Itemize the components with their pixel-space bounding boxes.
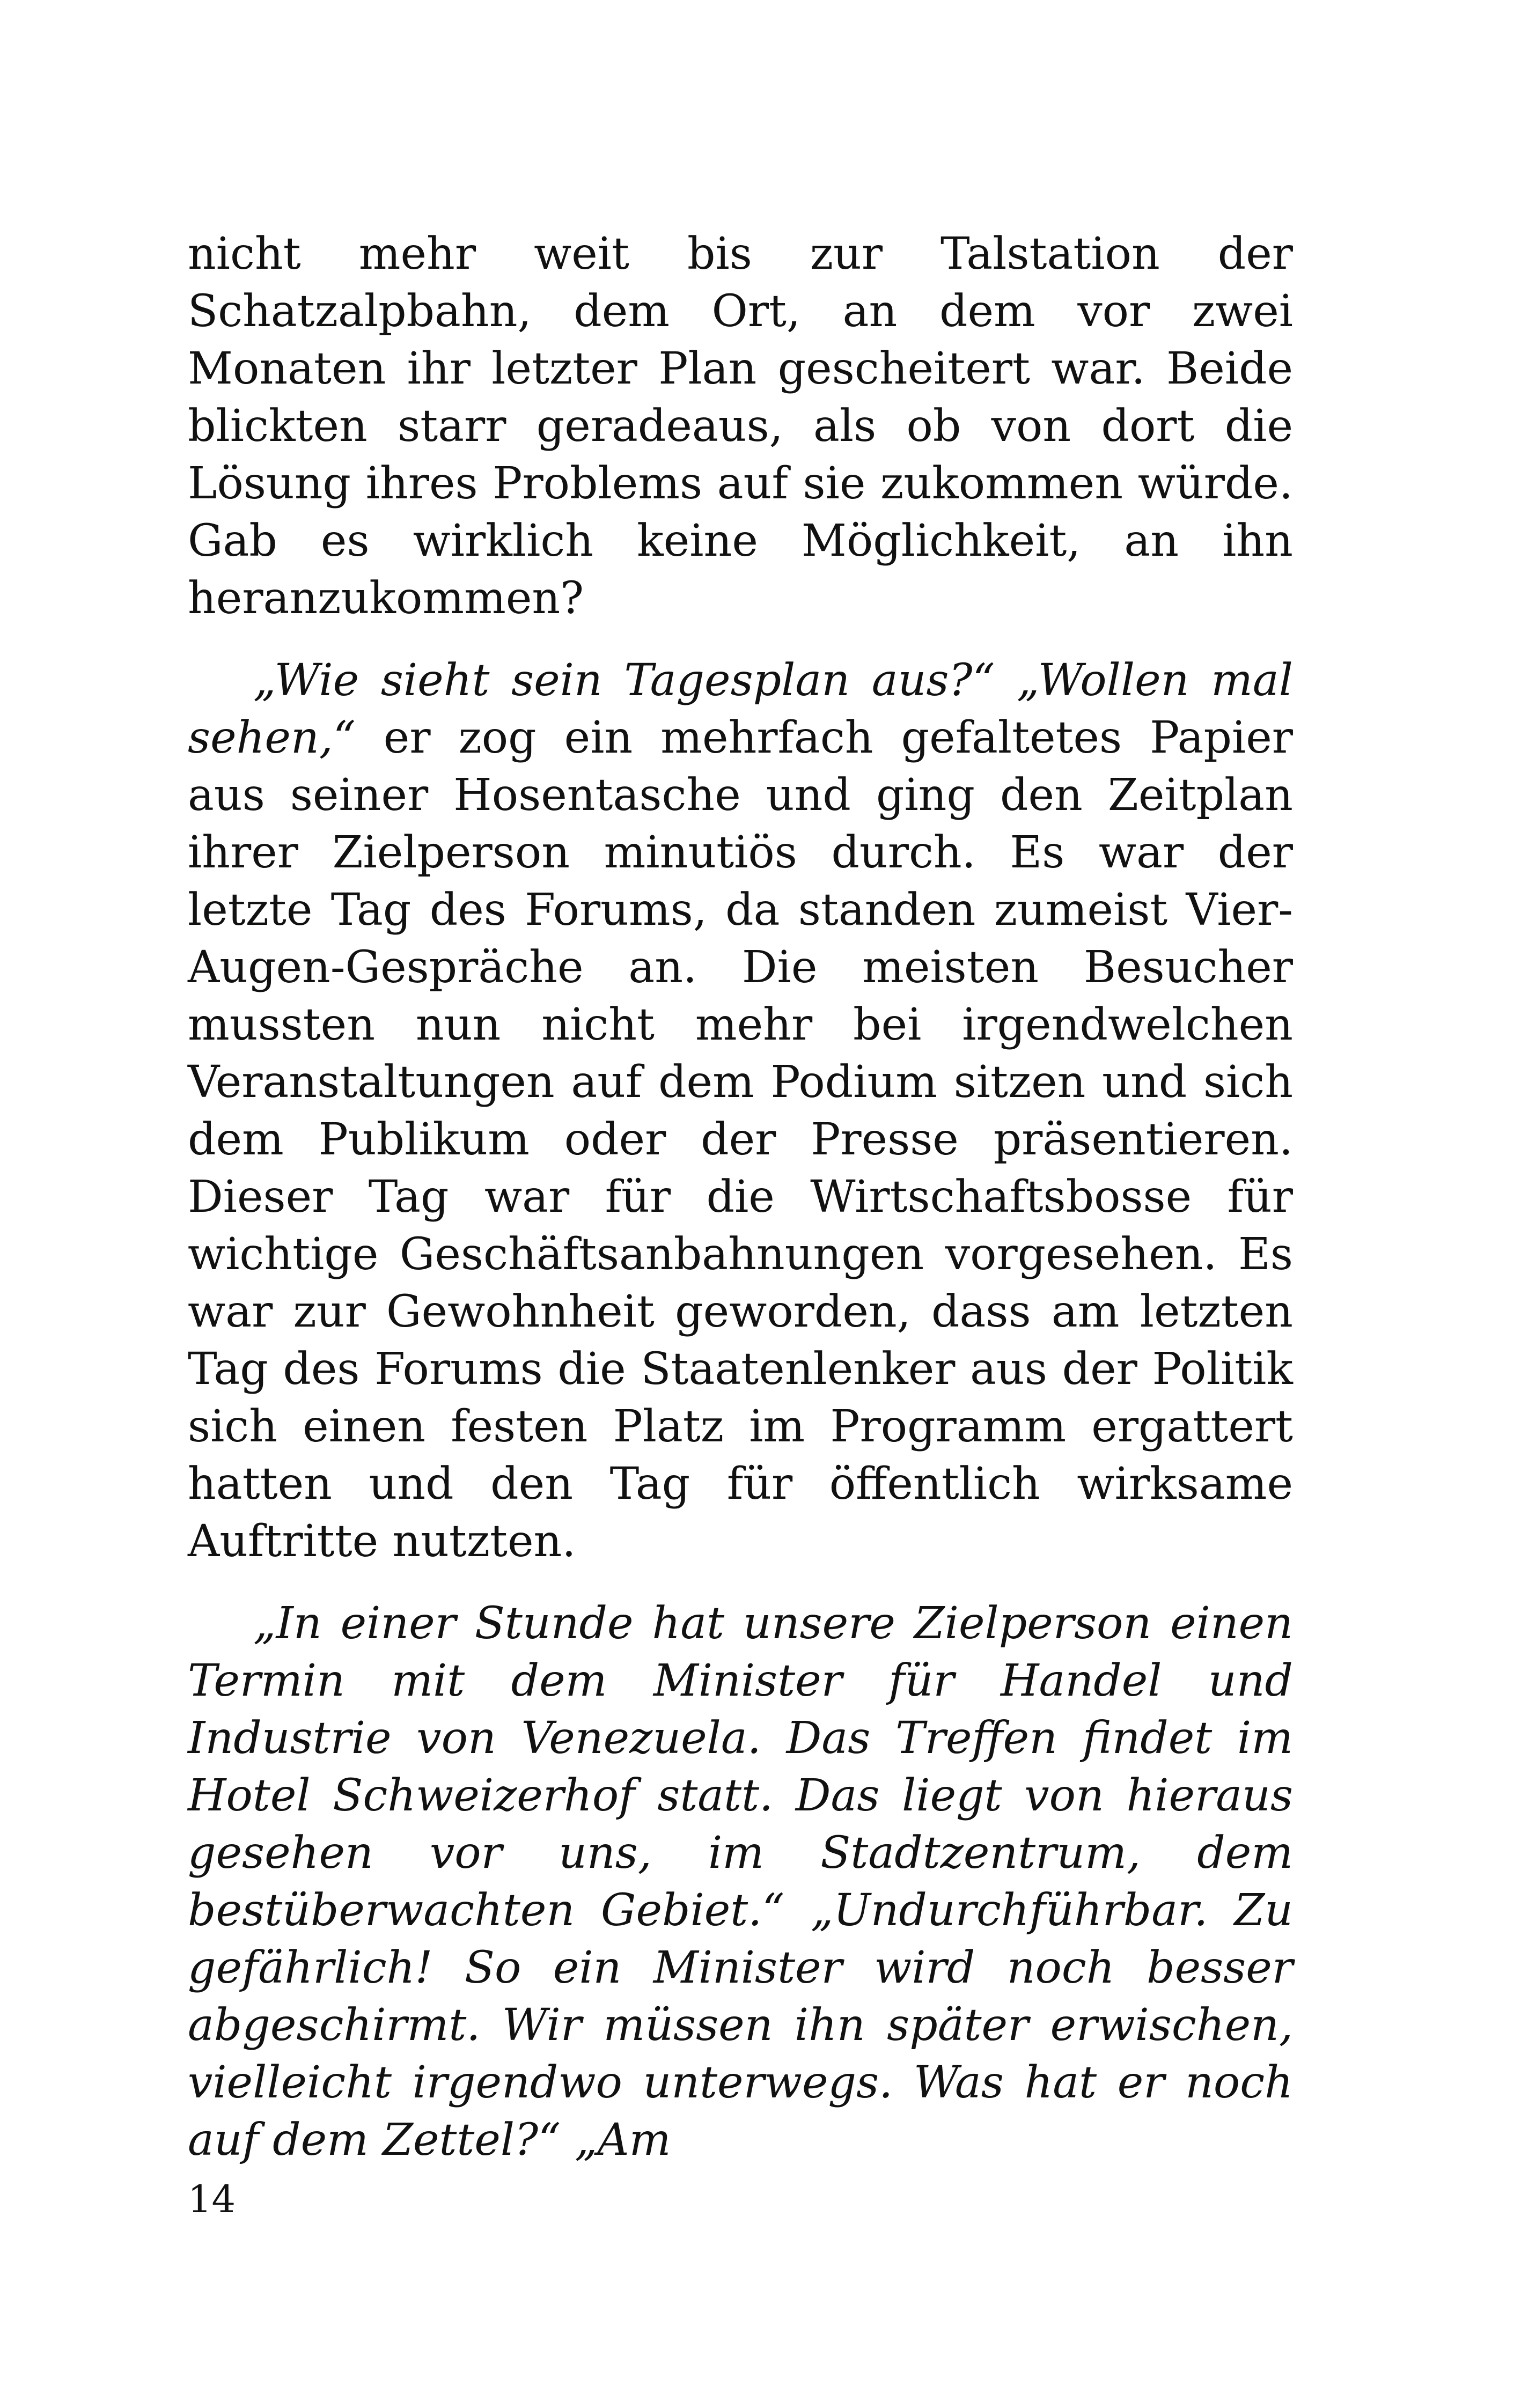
body-text <box>188 225 1293 2169</box>
paragraph-2-quote: „Wie sieht sein Tagesplan aus?“ „Wollen mal sehen,“ <box>188 655 1293 763</box>
paragraph-3: „In einer Stunde hat unsere Zielperson einen Termin mit dem Minister für Handel und Industrie von Venezuela. Das Treffen findet im Hotel Schweizerhof statt. Das liegt von hieraus gesehen vor uns, im Stadtzentrum, dem bestüberwachten Gebiet.“ „Undurchführbar. Zu gefährlich! So ein Minister wird noch besser abgeschirmt. Wir müssen ihn später erwischen, vielleicht irgendwo unterwegs. Was hat er noch auf dem Zettel?“ „Am <box>188 1598 1293 2166</box>
paragraph-1: nicht mehr weit bis zur Talstation der Schatzalpbahn, dem Ort, an dem vor zwei Monaten ihr letzter Plan gescheitert war. Beide blickten starr geradeaus, als ob von dort die Lösung ihres Problems auf sie zukommen würde. Gab es wirklich keine Möglichkeit, an ihn heranzukommen? <box>188 229 1293 624</box>
page-number: 14 <box>188 2177 236 2221</box>
paragraph-2 <box>188 652 1293 1570</box>
paragraph-2-text: er zog ein mehrfach gefaltetes Papier aus seiner Hosentasche und ging den Zeitplan ihrer Zielperson minutiös durch. Es war der letzte Tag des Forums, da standen zumeist Vier-Augen-Gespräche an. Die meisten Besucher mussten nun nicht mehr bei irgendwelchen Veranstaltungen auf dem Podium sitzen und sich dem Publikum oder der Presse präsentieren. Dieser Tag war für die Wirtschaftsbosse für wichtige Geschäftsanbahnungen vorgesehen. Es war zur Gewohnheit geworden, dass am letzten Tag des Forums die Staatenlenker aus der Politik sich einen festen Platz im Programm ergattert hatten und den Tag für öffentlich wirksame Auftritte nutzten. <box>188 712 1293 1567</box>
